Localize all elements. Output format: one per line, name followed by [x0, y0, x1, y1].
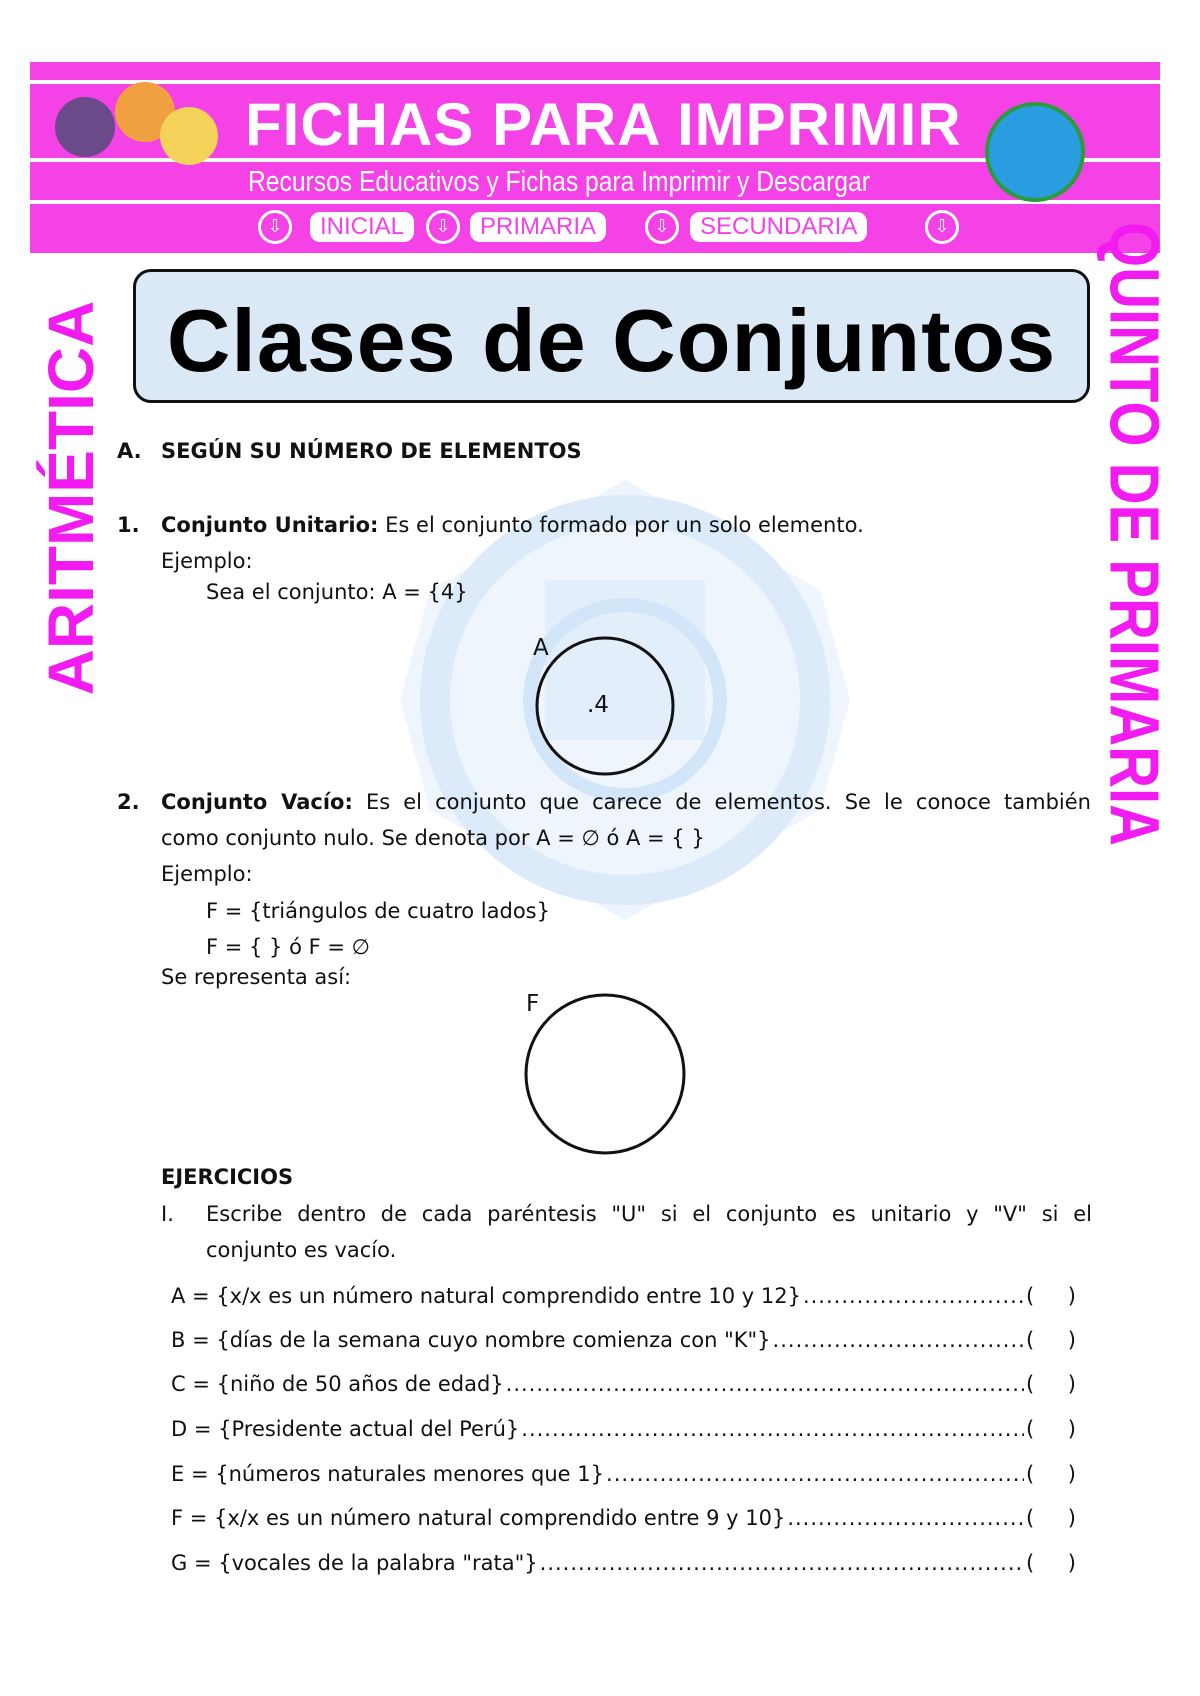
example-label: Ejemplo: — [161, 862, 253, 886]
dot-leader — [540, 1550, 1024, 1576]
item-number: 1. — [117, 513, 140, 537]
term: Conjunto Vacío: — [161, 790, 353, 814]
exercise-item — [171, 1327, 1076, 1353]
dot-leader — [803, 1283, 1024, 1309]
exercises-heading: EJERCICIOS — [161, 1165, 294, 1189]
empty-definition-line2: como conjunto nulo. Se denota por A = ∅ ó A = { } — [161, 826, 705, 850]
subject-label: ARITMÉTICA — [35, 300, 107, 696]
dot-leader — [773, 1327, 1024, 1353]
exercise-item — [171, 1416, 1076, 1442]
set-definition: E = {números naturales menores que 1} — [171, 1462, 605, 1486]
answer-blank[interactable]: ( ) — [1026, 1506, 1076, 1530]
dot-leader — [787, 1505, 1024, 1531]
page-title: Clases de Conjuntos — [166, 291, 1057, 390]
example-text: F = {triángulos de cuatro lados} — [206, 899, 550, 923]
answer-blank[interactable]: ( ) — [1026, 1551, 1076, 1575]
set-element: .4 — [587, 692, 609, 718]
dot-leader — [506, 1371, 1024, 1397]
exercise-item — [171, 1550, 1076, 1576]
title-box — [133, 269, 1090, 403]
answer-blank[interactable]: ( ) — [1026, 1284, 1076, 1308]
exercise-item — [171, 1505, 1076, 1531]
grade-label: QUINTO DE PRIMARIA — [1095, 221, 1173, 847]
nav-primaria[interactable]: PRIMARIA — [470, 212, 606, 242]
dot-leader — [606, 1461, 1024, 1487]
instructions-line2: conjunto es vacío. — [206, 1238, 397, 1262]
answer-blank[interactable]: ( ) — [1026, 1417, 1076, 1441]
nav-inicial[interactable]: INICIAL — [310, 212, 414, 242]
set-definition: A = {x/x es un número natural comprendido entre 10 y 12} — [171, 1284, 801, 1308]
download-icon[interactable]: ⇩ — [925, 210, 959, 244]
set-f-circle — [523, 992, 687, 1156]
set-definition: D = {Presidente actual del Perú} — [171, 1417, 520, 1441]
section-heading: SEGÚN SU NÚMERO DE ELEMENTOS — [161, 439, 582, 463]
represent-text: Se representa así: — [161, 965, 352, 989]
unitary-definition — [161, 512, 864, 538]
nav-secundaria[interactable]: SECUNDARIA — [690, 212, 867, 242]
example-text: F = { } ó F = ∅ — [206, 935, 370, 959]
definition: Es el conjunto formado por un solo elemento. — [385, 513, 864, 537]
download-icon[interactable]: ⇩ — [645, 210, 679, 244]
exercise-item — [171, 1371, 1076, 1397]
download-icon[interactable]: ⇩ — [426, 210, 460, 244]
section-letter: A. — [117, 439, 142, 463]
answer-blank[interactable]: ( ) — [1026, 1328, 1076, 1352]
answer-blank[interactable]: ( ) — [1026, 1462, 1076, 1486]
instructions-line1: Escribe dentro de cada paréntesis "U" si el conjunto es unitario y "V" si el — [206, 1202, 1092, 1226]
example-text: Sea el conjunto: A = {4} — [206, 580, 468, 604]
exercise-item — [171, 1283, 1076, 1309]
site-subtitle: Recursos Educativos y Fichas para Imprimir y Descargar — [248, 166, 870, 198]
download-icon[interactable]: ⇩ — [258, 210, 292, 244]
children-illustration-3 — [160, 107, 218, 165]
term: Conjunto Unitario: — [161, 513, 379, 537]
roman-numeral: I. — [161, 1202, 174, 1226]
answer-blank[interactable]: ( ) — [1026, 1372, 1076, 1396]
site-banner — [30, 62, 1160, 253]
globe-mascot-icon — [985, 102, 1085, 202]
children-illustration — [55, 97, 115, 157]
set-definition: B = {días de la semana cuyo nombre comienza con "K"} — [171, 1328, 771, 1352]
empty-definition-line1 — [161, 784, 1091, 820]
set-label: F — [526, 991, 540, 1017]
set-definition: C = {niño de 50 años de edad} — [171, 1372, 504, 1396]
exercise-item — [171, 1461, 1076, 1487]
item-number: 2. — [117, 790, 140, 814]
example-label: Ejemplo: — [161, 549, 253, 573]
definition: Es el conjunto que carece de elementos. Se le conoce también — [365, 790, 1091, 814]
set-label: A — [533, 635, 549, 661]
set-definition: G = {vocales de la palabra "rata"} — [171, 1551, 538, 1575]
dot-leader — [521, 1416, 1024, 1442]
set-definition: F = {x/x es un número natural comprendido entre 9 y 10} — [171, 1506, 786, 1530]
site-title: FICHAS PARA IMPRIMIR — [245, 91, 962, 158]
